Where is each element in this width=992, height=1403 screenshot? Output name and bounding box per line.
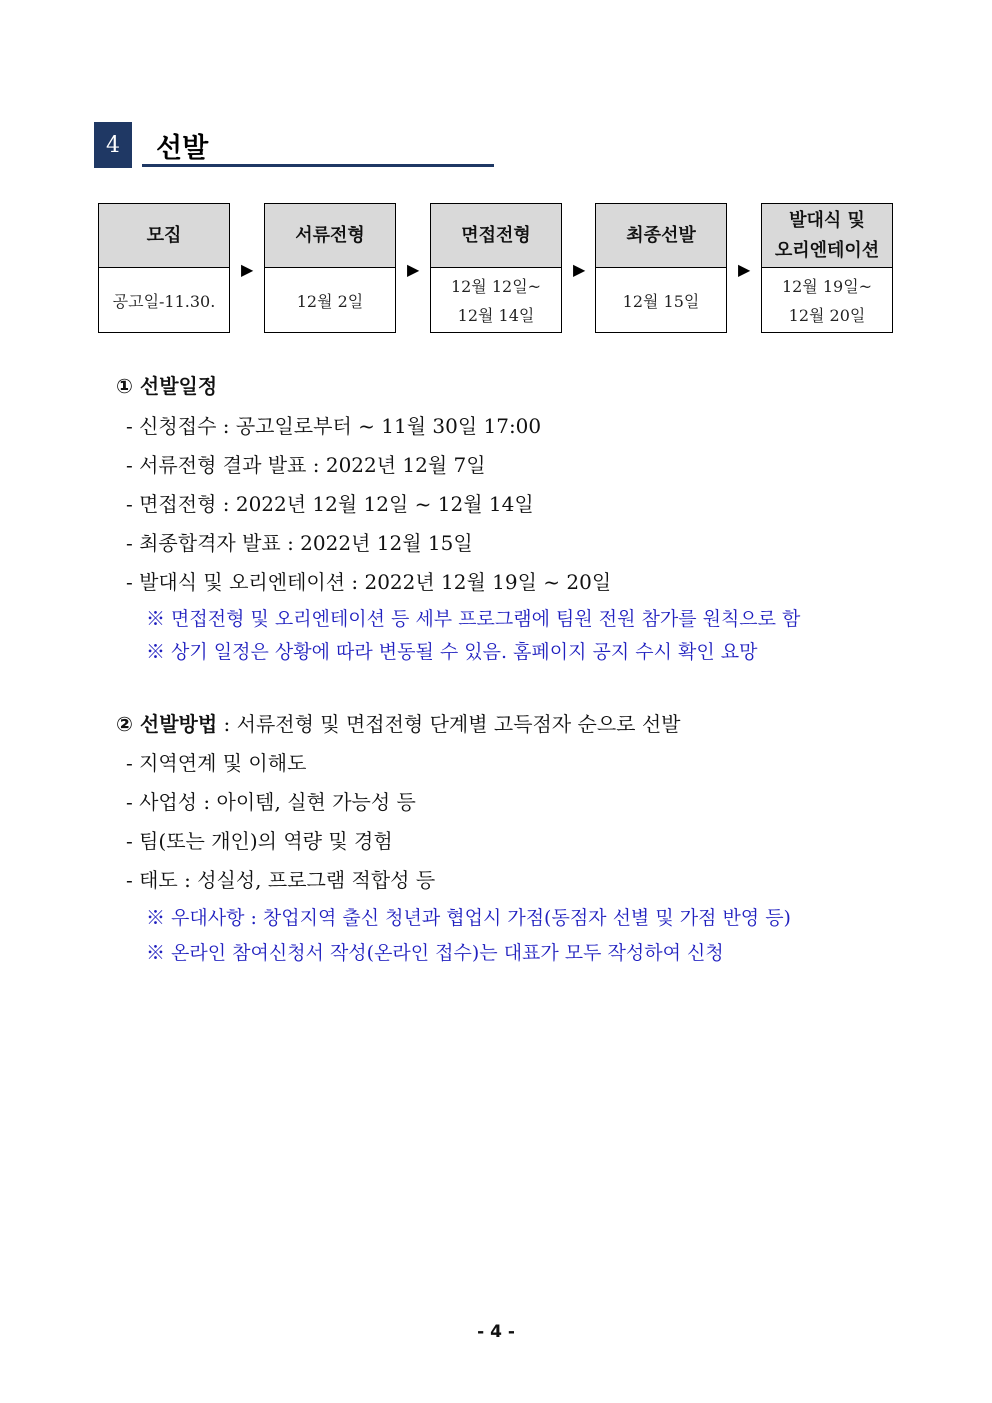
page-number: - 4 - [477, 1322, 515, 1342]
method-item: - 팀(또는 개인)의 역량 및 경험 [126, 829, 393, 853]
section-underline [142, 164, 494, 167]
arrow-right-icon: ▶ [241, 260, 254, 279]
flow-step-document-review [264, 203, 396, 333]
flow-step-date: 공고일-11.30. [112, 291, 216, 311]
flow-step-recruit [98, 203, 230, 333]
flow-step-title: 면접전형 [431, 204, 561, 268]
schedule-item: - 면접전형 : 2022년 12월 12일 ~ 12월 14일 [126, 492, 534, 516]
flow-step-date: 12월 12일~ 12월 14일 [450, 277, 542, 325]
section-header [94, 122, 494, 168]
method-note: ※ 온라인 참여신청서 작성(온라인 접수)는 대표가 모두 작성하여 신청 [146, 942, 724, 964]
schedule-note: ※ 면접전형 및 오리엔테이션 등 세부 프로그램에 팀원 전원 참가를 원칙으로 함 [146, 608, 801, 630]
flow-step-date: 12월 15일 [622, 291, 700, 311]
schedule-item: - 신청접수 : 공고일로부터 ~ 11월 30일 17:00 [126, 414, 542, 438]
flow-step-title: 서류전형 [265, 204, 395, 268]
arrow-right-icon: ▶ [573, 260, 586, 279]
section-title: 선발 [156, 133, 209, 164]
method-item: - 지역연계 및 이해도 [126, 751, 307, 775]
method-heading: ② 선발방법 [116, 712, 218, 736]
method-description: : 서류전형 및 면접전형 단계별 고득점자 순으로 선발 [217, 712, 681, 736]
flow-step-final-selection [595, 203, 727, 333]
schedule-item: - 발대식 및 오리엔테이션 : 2022년 12월 19일 ~ 20일 [126, 570, 612, 594]
flow-step-title: 모집 [99, 204, 229, 268]
schedule-heading: ① 선발일정 [116, 374, 218, 398]
flow-step-launch-orientation [761, 203, 893, 333]
flow-step-title: 발대식 및 오리엔테이션 [762, 204, 892, 268]
flow-step-title: 최종선발 [596, 204, 726, 268]
arrow-right-icon: ▶ [738, 260, 751, 279]
schedule-item: - 서류전형 결과 발표 : 2022년 12월 7일 [126, 453, 486, 477]
method-heading-line [116, 708, 681, 737]
selection-flow [98, 203, 898, 335]
flow-step-date: 12월 19일~ 12월 20일 [781, 277, 873, 325]
arrow-right-icon: ▶ [407, 260, 420, 279]
schedule-item: - 최종합격자 발표 : 2022년 12월 15일 [126, 531, 473, 555]
flow-step-interview [430, 203, 562, 333]
section-number: 4 [94, 122, 132, 168]
method-item: - 태도 : 성실성, 프로그램 적합성 등 [126, 868, 436, 892]
method-note: ※ 우대사항 : 창업지역 출신 청년과 협업시 가점(동점자 선별 및 가점 반영 등) [146, 907, 791, 929]
method-item: - 사업성 : 아이템, 실현 가능성 등 [126, 790, 416, 814]
schedule-note: ※ 상기 일정은 상황에 따라 변동될 수 있음. 홈페이지 공지 수시 확인 요망 [146, 641, 758, 663]
flow-step-date: 12월 2일 [296, 291, 364, 311]
